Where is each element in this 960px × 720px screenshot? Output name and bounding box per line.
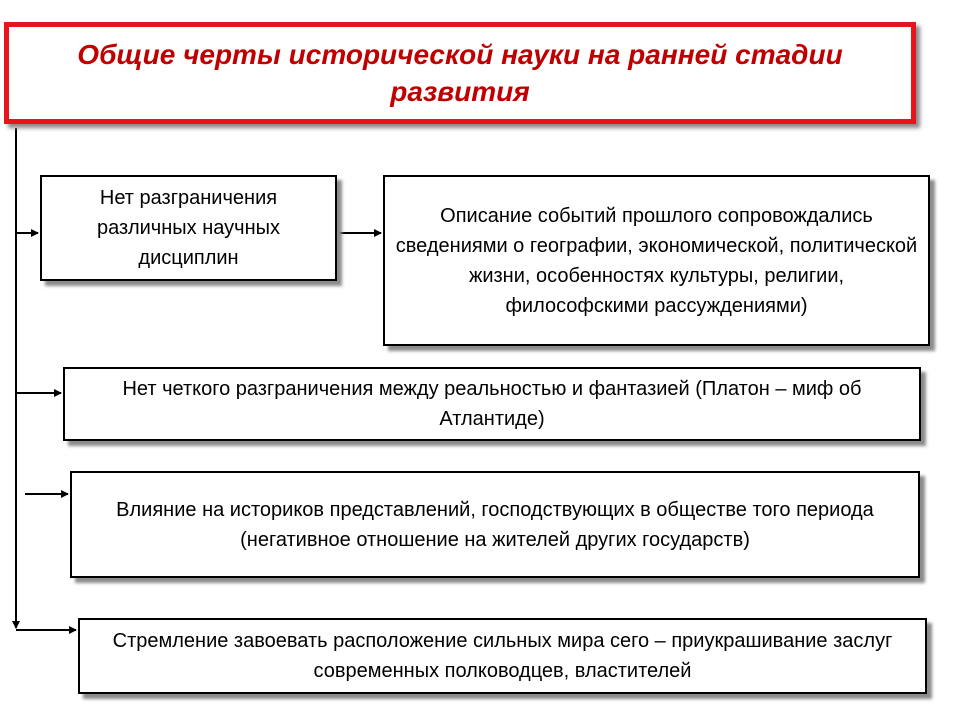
feature-text-5: Стремление завоевать расположение сильных мира сего – приукрашивание заслуг современных полководцев, властителей xyxy=(112,630,893,682)
feature-box-2 xyxy=(383,175,930,346)
feature-text-1: Нет разграничения различных научных дисциплин xyxy=(97,187,280,269)
page-title: Общие черты исторической науки на ранней стадии развития xyxy=(77,39,843,107)
feature-text-3: Нет четкого разграничения между реальностью и фантазией (Платон – миф об Атлантиде) xyxy=(122,378,862,430)
feature-box-5 xyxy=(78,618,927,694)
feature-box-3 xyxy=(63,367,921,441)
title-box xyxy=(4,22,916,124)
feature-box-1 xyxy=(40,175,337,281)
feature-text-2: Описание событий прошлого сопровождались сведениями о географии, экономической, политической жизни, особенностях культуры, религии, философскими рассуждениями) xyxy=(395,204,918,317)
feature-box-4 xyxy=(70,471,920,578)
feature-text-4: Влияние на историков представлений, господствующих в обществе того периода (негативное отношение на жителей других государств) xyxy=(116,498,874,551)
